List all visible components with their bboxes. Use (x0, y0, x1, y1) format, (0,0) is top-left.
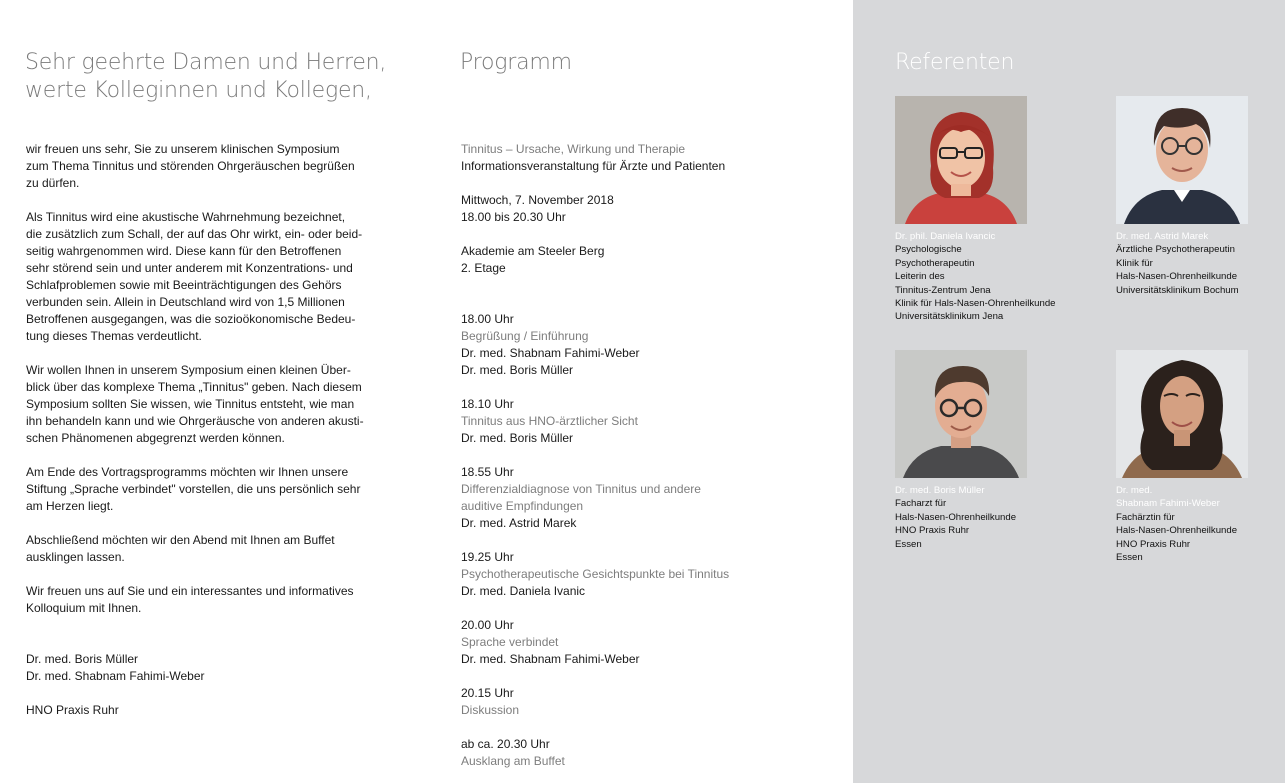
program-heading: Programm (460, 50, 572, 75)
schedule-topic: auditive Empfindungen (461, 499, 584, 513)
speaker-detail: Klinik für Hals-Nasen-Ohrenheilkunde (895, 298, 1056, 310)
woman-red-hair-portrait-image (895, 96, 1027, 224)
schedule-item (461, 549, 841, 600)
schedule-topic: Diskussion (461, 703, 520, 717)
program-schedule (461, 311, 841, 770)
schedule-topic: Ausklang am Buffet (461, 754, 565, 768)
speaker-detail: Psychotherapeutin (895, 257, 975, 269)
speaker-name: Shabnam Fahimi-Weber (1116, 498, 1220, 510)
speakers-heading: Referenten (895, 50, 1015, 75)
speaker-detail: Psychologische (895, 244, 962, 256)
man-glasses-portrait-image (895, 350, 1027, 478)
schedule-item (461, 617, 841, 668)
schedule-item (461, 311, 841, 379)
letter-paragraph: Als Tinnitus wird eine akustische Wahrnehmung bezeichnet, die zusätzlich zum Schall, der auf das Ohr wirkt, ein- oder beid- seitig wahrgenommen wird. Diese kann für den Betroffenen sehr störend sein und unter anderem mit Konzentrations- und Schlafproblemen sowie mit Beeinträchtigungen des Gehörs verbunden sein. Allein in Deutschland wird von 1,5 Millionen Betroffenen ausgegangen, was die sozioökonomische Bedeu- tung dieses Themas verdeutlicht. (26, 210, 363, 343)
schedule-topic: Begrüßung / Einführung (461, 329, 589, 343)
speaker-detail: Essen (895, 538, 922, 550)
letter-paragraph: wir freuen uns sehr, Sie zu unserem klinischen Symposium zum Thema Tinnitus und störenden Ohrgeräuschen begrüßen zu dürfen. (26, 142, 355, 190)
speaker-name: Dr. med. Astrid Marek (1116, 231, 1209, 242)
speaker-detail: Hals-Nasen-Ohrenheilkunde (895, 511, 1017, 523)
signature-2: Dr. med. Shabnam Fahimi-Weber (26, 669, 205, 683)
speaker-detail: Facharzt für (895, 498, 947, 510)
event-time: 18.00 bis 20.30 Uhr (461, 210, 566, 224)
speaker-detail: Tinnitus-Zentrum Jena (895, 284, 991, 296)
program-intro (461, 141, 841, 277)
speaker-card (1116, 350, 1281, 564)
letter-body (26, 141, 396, 719)
schedule-speaker: Dr. med. Daniela Ivanic (461, 584, 586, 598)
practice-name: HNO Praxis Ruhr (26, 703, 119, 717)
speaker-detail: Leiterin des (895, 271, 945, 283)
speaker-name: Dr. phil. Daniela Ivancic (895, 231, 996, 242)
schedule-item (461, 464, 841, 532)
schedule-topic: Tinnitus aus HNO-ärztlicher Sicht (461, 414, 638, 428)
speaker-card (1116, 96, 1281, 297)
schedule-speaker: Dr. med. Shabnam Fahimi-Weber (461, 346, 640, 360)
speaker-detail: Hals-Nasen-Ohrenheilkunde (1116, 525, 1238, 537)
speaker-detail: Ärztliche Psychotherapeutin (1116, 244, 1235, 256)
speaker-card (895, 96, 1075, 324)
speaker-detail: HNO Praxis Ruhr (895, 525, 970, 537)
speaker-name: Dr. med. (1116, 485, 1153, 496)
schedule-speaker: Dr. med. Shabnam Fahimi-Weber (461, 652, 640, 666)
schedule-time: 18.55 Uhr (461, 465, 514, 479)
greeting-line-1: Sehr geehrte Damen und Herren, (25, 50, 387, 75)
schedule-topic: Sprache verbindet (461, 635, 559, 649)
speaker-detail: HNO Praxis Ruhr (1116, 538, 1191, 550)
letter-paragraph: Abschließend möchten wir den Abend mit Ihnen am Buffet ausklingen lassen. (26, 533, 335, 564)
schedule-speaker: Dr. med. Boris Müller (461, 363, 574, 377)
schedule-time: ab ca. 20.30 Uhr (461, 737, 550, 751)
letter-paragraph: Am Ende des Vortragsprogramms möchten wir Ihnen unsere Stiftung „Sprache verbindet" vorstellen, die uns persönlich sehr am Herzen liegt. (26, 465, 361, 513)
speaker-detail: Hals-Nasen-Ohrenheilkunde (1116, 271, 1238, 283)
speaker-detail: Fachärztin für (1116, 511, 1175, 523)
schedule-time: 18.00 Uhr (461, 312, 514, 326)
event-title: Informationsveranstaltung für Ärzte und Patienten (461, 159, 726, 173)
schedule-time: 20.00 Uhr (461, 618, 514, 632)
greeting-line-2: werte Kolleginnen und Kollegen, (25, 78, 372, 103)
schedule-item (461, 396, 841, 447)
schedule-time: 19.25 Uhr (461, 550, 514, 564)
schedule-speaker: Dr. med. Boris Müller (461, 431, 574, 445)
speaker-detail: Essen (1116, 552, 1143, 564)
greeting-heading (25, 49, 395, 105)
speaker-photo (895, 96, 1027, 224)
letter-paragraph: Wir freuen uns auf Sie und ein interessantes und informatives Kolloquium mit Ihnen. (26, 584, 354, 615)
event-date: Mittwoch, 7. November 2018 (461, 193, 614, 207)
letter-paragraph: Wir wollen Ihnen in unserem Symposium einen kleinen Über- blick über das komplexe Thema „Tinnitus" geben. Nach diesem Symposium sollten Sie wissen, wie Tinnitus entsteht, wie man ihn behandeln kann und wie Ohrgeräusche von anderen akusti- schen Phänomenen abgegrenzt werden können. (26, 363, 364, 445)
signature-1: Dr. med. Boris Müller (26, 652, 139, 666)
event-floor: 2. Etage (461, 261, 506, 275)
speakers-panel (853, 0, 1285, 783)
speaker-detail: Universitätsklinikum Jena (895, 311, 1004, 323)
schedule-speaker: Dr. med. Astrid Marek (461, 516, 577, 530)
woman-curly-hair-portrait-image (1116, 350, 1248, 478)
speaker-photo (1116, 350, 1248, 478)
schedule-topic: Psychotherapeutische Gesichtspunkte bei Tinnitus (461, 567, 730, 581)
event-venue: Akademie am Steeler Berg (461, 244, 605, 258)
schedule-time: 20.15 Uhr (461, 686, 514, 700)
speaker-detail: Klinik für (1116, 257, 1153, 269)
speaker-photo (1116, 96, 1248, 224)
speaker-name: Dr. med. Boris Müller (895, 485, 985, 496)
schedule-item (461, 685, 841, 719)
speaker-photo (895, 350, 1027, 478)
schedule-topic: Differenzialdiagnose von Tinnitus und andere (461, 482, 701, 496)
speaker-detail: Universitätsklinikum Bochum (1116, 284, 1239, 296)
event-subtitle: Tinnitus – Ursache, Wirkung und Therapie (461, 142, 686, 156)
woman-short-dark-hair-glasses-portrait-image (1116, 96, 1248, 224)
schedule-time: 18.10 Uhr (461, 397, 514, 411)
schedule-item (461, 736, 841, 770)
speaker-card (895, 350, 1060, 551)
